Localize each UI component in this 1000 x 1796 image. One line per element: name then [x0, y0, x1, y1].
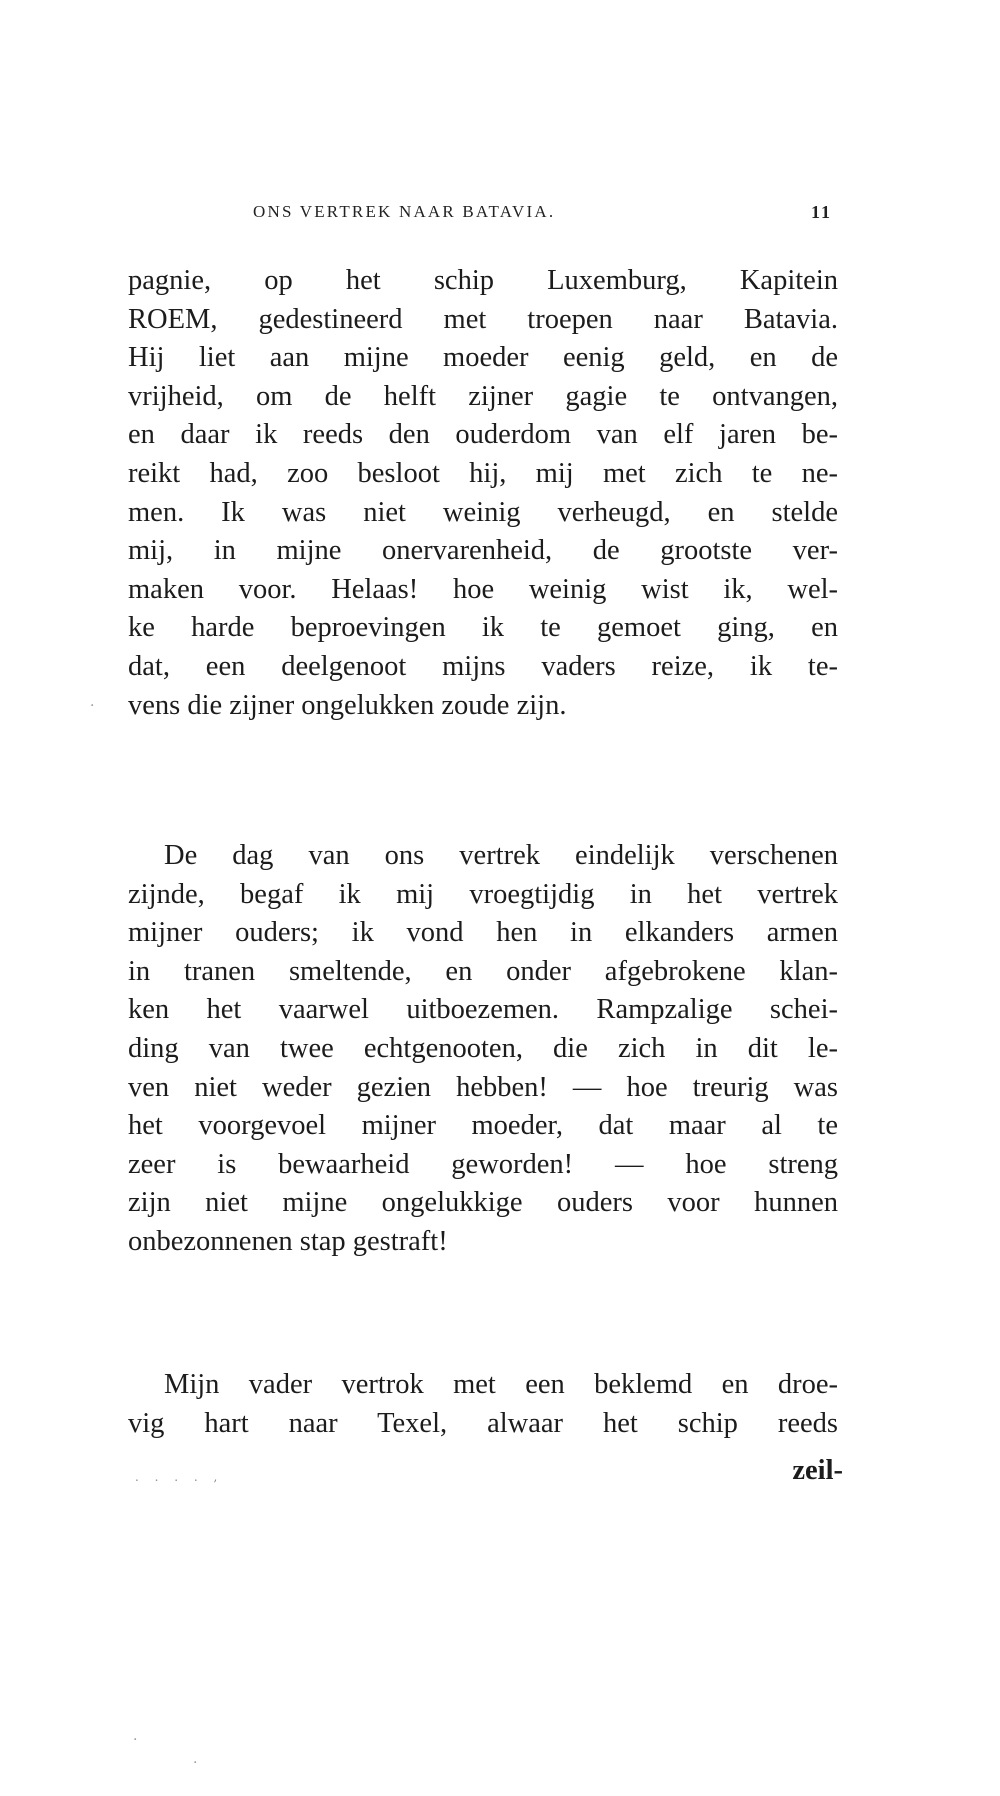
text-line: zeer is bewaarheid geworden! — hoe streng [128, 1148, 838, 1180]
text-line: zijn niet mijne ongelukkige ouders voor hunnen [128, 1187, 838, 1219]
text-line: ke harde beproevingen ik te gemoet ging, en [128, 612, 838, 644]
text-line: maken voor. Helaas! hoe weinig wist ik, wel- [128, 573, 838, 605]
text-line: ROEM, gedestineerd met troepen naar Batavia. [128, 303, 838, 335]
text-line: men. Ik was niet weinig verheugd, en stelde [128, 496, 838, 528]
text-line: zijnde, begaf ik mij vroegtijdig in het vertrek [128, 878, 838, 910]
text-line: ding van twee echtgenooten, die zich in dit le- [128, 1032, 838, 1064]
text-line: Hij liet aan mijne moeder eenig geld, en de [128, 342, 838, 374]
page-number: 11 [810, 202, 832, 222]
text-line: onbezonnenen stap gestraft! [128, 1225, 448, 1257]
text-line: vrijheid, om de helft zijner gagie te ontvangen, [128, 380, 838, 412]
paragraph-2 [128, 837, 838, 1262]
margin-speck: · [90, 698, 95, 714]
text-line: vens die zijner ongelukken zoude zijn. [128, 689, 567, 721]
margin-speck: · [133, 1732, 138, 1748]
text-line: mijner ouders; ik vond hen in elkanders armen [128, 917, 838, 949]
text-line: dat, een deelgenoot mijns vaders reize, ik te- [128, 650, 838, 682]
text-line: en daar ik reeds den ouderdom van elf jaren be- [128, 419, 838, 451]
text-line: vig hart naar Texel, alwaar het schip reeds [128, 1407, 838, 1439]
stray-marks: . . . . , [135, 1470, 224, 1484]
margin-speck: · [193, 1755, 198, 1771]
text-line: De dag van ons vertrek eindelijk verschenen [164, 840, 838, 871]
text-line: ven niet weder gezien hebben! — hoe treurig was [128, 1071, 838, 1103]
text-line: ken het vaarwel uitboezemen. Rampzalige schei- [128, 994, 838, 1026]
text-line: het voorgevoel mijner moeder, dat maar al te [128, 1110, 838, 1142]
paragraph-1 [128, 262, 838, 725]
running-title: ONS VERTREK NAAR BATAVIA. [253, 202, 556, 221]
page-header [128, 202, 838, 232]
text-line: pagnie, op het schip Luxemburg, Kapitein [128, 265, 838, 296]
text-line: Mijn vader vertrok met een beklemd en droe- [164, 1369, 838, 1400]
text-line: reikt had, zoo besloot hij, mij met zich te ne- [128, 457, 838, 489]
catchword: zeil- [792, 1455, 843, 1486]
text-line: mij, in mijne onervarenheid, de grootste ver- [128, 535, 838, 567]
text-line: in tranen smeltende, en onder afgebrokene klan- [128, 955, 838, 987]
paragraph-3 [128, 1366, 838, 1443]
